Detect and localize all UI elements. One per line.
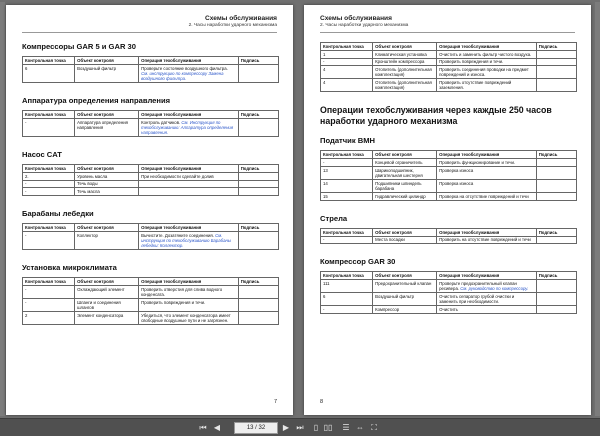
cell-text: 15 xyxy=(323,193,328,199)
column-header: Подпись xyxy=(536,272,576,280)
next-page-icon[interactable]: ▶ xyxy=(282,423,290,432)
table-header-row xyxy=(321,43,577,51)
cell-text: - xyxy=(25,189,27,195)
table-cell xyxy=(536,159,576,167)
table-cell xyxy=(373,50,437,58)
table-cell xyxy=(139,172,239,180)
column-header: Подпись xyxy=(238,224,278,232)
table-row xyxy=(23,118,279,136)
maintenance-table xyxy=(22,110,279,137)
cell-text: Контроль датчиков. xyxy=(141,119,181,125)
column-header: Контрольная точка xyxy=(321,272,373,280)
column-header: Подпись xyxy=(238,111,278,119)
cell-text: 2. xyxy=(25,173,29,179)
viewer-toolbar xyxy=(0,418,600,436)
section-title: Установка микроклимата xyxy=(22,263,117,273)
table-cell xyxy=(23,64,75,82)
table-header-row xyxy=(23,111,279,119)
column-header: Операция техобслуживания xyxy=(139,278,239,286)
table-cell xyxy=(373,159,437,167)
table-cell xyxy=(75,64,139,82)
table-row xyxy=(321,58,577,66)
maintenance-table xyxy=(22,164,279,196)
table-cell xyxy=(437,236,537,244)
maintenance-table xyxy=(22,277,279,325)
table-row xyxy=(23,231,279,249)
table-cell xyxy=(23,118,75,136)
section-title: Насос CAT xyxy=(22,150,62,159)
table-header-row xyxy=(321,151,577,159)
cell-text: Очистить xyxy=(439,306,458,312)
page-number: 8 xyxy=(320,399,324,405)
cell-text: - xyxy=(25,119,27,125)
maintenance-table xyxy=(320,271,577,314)
cell-text: - xyxy=(25,286,27,292)
page-7-content xyxy=(22,42,279,338)
column-header: Объект контроля xyxy=(75,57,139,65)
cell-text: Проверить функционирование и течи. xyxy=(439,159,516,165)
table-header-row xyxy=(321,228,577,236)
section-title: Податчик ВМН xyxy=(320,136,376,146)
table-cell xyxy=(139,188,239,196)
table-cell xyxy=(437,280,537,293)
table-row xyxy=(321,79,577,92)
cell-text: Отопитель (дополнительная комплектация) xyxy=(375,67,432,78)
first-page-icon[interactable]: ⏮ xyxy=(199,423,207,432)
cell-text: Компрессор xyxy=(375,306,400,312)
table-cell xyxy=(75,118,139,136)
table-cell xyxy=(437,66,537,79)
table-cell xyxy=(437,192,537,200)
section-title: Компрессоры GAR 5 и GAR 30 xyxy=(22,42,136,51)
column-header: Объект контроля xyxy=(373,272,437,280)
column-header: Объект контроля xyxy=(373,228,437,236)
table-cell xyxy=(238,285,278,298)
cell-text: Отопитель (дополнительная комплектация) xyxy=(375,80,432,91)
table-cell xyxy=(23,188,75,196)
cell-text: Шланги и соединения шлангов xyxy=(77,299,121,310)
fit-page-icon[interactable]: ⛶ xyxy=(371,423,377,432)
section-title: Компрессор GAR 30 xyxy=(320,257,396,267)
two-page-view-icon[interactable]: ▯▯ xyxy=(323,423,333,432)
left-scrollbar[interactable] xyxy=(0,2,5,416)
table-cell xyxy=(536,293,576,306)
cell-text: Проверить повреждения и течи. xyxy=(439,59,504,65)
table-cell xyxy=(321,79,373,92)
big-section-heading: Операции техобслуживания через каждые 250 часов наработки ударного механизма xyxy=(320,105,552,126)
cell-text: Климатическая установка xyxy=(375,51,427,57)
table-cell xyxy=(373,280,437,293)
table-cell xyxy=(373,192,437,200)
cell-text: Места посадки xyxy=(375,237,405,243)
header-subtitle: 2. Часы наработки ударного механизма xyxy=(320,23,409,28)
table-cell xyxy=(536,58,576,66)
cell-text: - xyxy=(25,299,27,305)
table-cell xyxy=(139,298,239,311)
fit-width-icon[interactable]: ⇔ xyxy=(356,423,364,432)
cell-text: Коллектор xyxy=(77,232,98,238)
cell-text: Течь воды xyxy=(77,181,98,187)
cell-text: Воздушный фильтр xyxy=(375,293,415,299)
header-title: Схемы обслуживания xyxy=(205,15,277,22)
table-cell xyxy=(23,231,75,249)
maintenance-table xyxy=(320,42,577,92)
column-header: Объект контроля xyxy=(75,278,139,286)
table-row xyxy=(321,159,577,167)
table-cell xyxy=(238,311,278,324)
table-cell xyxy=(321,159,373,167)
cell-text: - xyxy=(323,306,325,312)
header-subtitle: 2. Часы наработки ударного механизма xyxy=(188,23,277,28)
table-cell xyxy=(321,58,373,66)
page-header xyxy=(189,15,277,28)
cell-text: Убедиться, что элемент конденсатора имеет свободные воздушные пути и не загрязнен. xyxy=(141,312,231,323)
cell-text: Проверьте состояние воздушного фильтра. xyxy=(141,65,228,71)
table-header-row xyxy=(23,57,279,65)
section-title: Аппаратура определения направления xyxy=(22,96,171,105)
cell-text: 4 xyxy=(323,67,326,73)
table-cell xyxy=(75,172,139,180)
table-cell xyxy=(536,166,576,179)
table-cell xyxy=(75,180,139,188)
cell-text: 4 xyxy=(323,80,326,86)
cell-text: Гидравлический цилиндр xyxy=(375,193,426,199)
table-cell xyxy=(321,293,373,306)
table-row xyxy=(23,311,279,324)
table-cell xyxy=(321,306,373,314)
table-row xyxy=(23,285,279,298)
table-cell xyxy=(373,79,437,92)
cell-text: 111 xyxy=(323,280,330,286)
cell-text: Проверить отверстия для слива водного конденсата. xyxy=(141,286,223,297)
table-row xyxy=(321,66,577,79)
table-cell xyxy=(238,64,278,82)
right-scrollbar[interactable] xyxy=(595,2,600,416)
table-cell xyxy=(373,66,437,79)
table-row xyxy=(23,298,279,311)
cell-text: Элемент конденсатора xyxy=(77,312,124,318)
column-header: Операция техобслуживания xyxy=(139,111,239,119)
column-header: Контрольная точка xyxy=(23,57,75,65)
table-cell xyxy=(75,311,139,324)
table-row xyxy=(321,293,577,306)
table-header-row xyxy=(23,224,279,232)
cell-text: Проверка на отсутствие повреждений и течи xyxy=(439,193,529,199)
column-header: Контрольная точка xyxy=(23,278,75,286)
column-header: Объект контроля xyxy=(75,111,139,119)
cell-text: - xyxy=(323,59,325,65)
maintenance-table xyxy=(22,223,279,250)
cell-text: Проверьте предохранительный клапан ресивера. xyxy=(439,280,517,292)
page-8-content xyxy=(320,42,577,327)
page-indicator-input[interactable]: 13 / 32 xyxy=(234,422,278,434)
manual-link[interactable]: См. Инструкция по техобслуживанию: Аппаратура определения направления. xyxy=(141,119,234,135)
table-cell xyxy=(23,311,75,324)
page-number: 7 xyxy=(273,399,277,405)
table-row xyxy=(321,50,577,58)
column-header: Операция техобслуживания xyxy=(139,57,239,65)
table-cell xyxy=(321,66,373,79)
section-title: Барабаны лебедки xyxy=(22,209,94,219)
cell-text: Предохранительный клапан xyxy=(375,280,432,286)
column-header: Операция техобслуживания xyxy=(437,272,537,280)
table-cell xyxy=(536,306,576,314)
table-row xyxy=(321,192,577,200)
table-cell xyxy=(536,192,576,200)
page-header xyxy=(320,15,408,28)
maintenance-table xyxy=(320,228,577,245)
column-header: Контрольная точка xyxy=(23,165,75,173)
cell-text: Кронштейн компрессора xyxy=(375,59,425,65)
column-header: Контрольная точка xyxy=(321,43,373,51)
column-header: Подпись xyxy=(238,57,278,65)
cell-text: - xyxy=(323,159,325,165)
table-cell xyxy=(536,236,576,244)
last-page-icon[interactable]: ⏭ xyxy=(296,423,304,432)
continuous-view-icon[interactable]: ☰ xyxy=(342,423,350,432)
cell-text: Проверить на отсутствие повреждений и течи xyxy=(439,237,531,243)
table-cell xyxy=(536,66,576,79)
cell-text: Вычистите. Дозатяните соединения. xyxy=(141,232,214,238)
table-cell xyxy=(238,298,278,311)
cell-text: Течь масла xyxy=(77,189,100,195)
page-8 xyxy=(304,5,591,415)
table-cell xyxy=(238,188,278,196)
table-cell xyxy=(321,236,373,244)
single-page-view-icon[interactable]: ▯ xyxy=(313,423,319,432)
table-cell xyxy=(321,166,373,179)
table-row xyxy=(321,179,577,192)
page-7 xyxy=(6,5,293,415)
table-cell xyxy=(437,159,537,167)
column-header: Объект контроля xyxy=(373,43,437,51)
table-cell xyxy=(437,58,537,66)
table-cell xyxy=(23,180,75,188)
column-header: Объект контроля xyxy=(373,151,437,159)
cell-text: 2 xyxy=(25,312,28,318)
column-header: Контрольная точка xyxy=(23,224,75,232)
column-header: Контрольная точка xyxy=(321,151,373,159)
cell-text: Концевой ограничитель xyxy=(375,159,423,165)
table-header-row xyxy=(23,278,279,286)
cell-text: - xyxy=(323,237,325,243)
cell-text: - xyxy=(25,232,27,238)
table-cell xyxy=(536,50,576,58)
maintenance-table xyxy=(22,56,279,83)
table-cell xyxy=(238,231,278,249)
section-title: Стрела xyxy=(320,213,348,223)
table-cell xyxy=(75,298,139,311)
column-header: Объект контроля xyxy=(75,165,139,173)
table-cell xyxy=(321,179,373,192)
cell-text: Очистить и заменить фильтр чистого воздуха. xyxy=(439,51,532,57)
cell-text: Шарикоподшипник, двигательная шестерня xyxy=(375,167,423,178)
column-header: Операция техобслуживания xyxy=(139,224,239,232)
table-cell xyxy=(437,166,537,179)
cell-text: Проверить повреждения и течи. xyxy=(141,299,206,305)
cell-text: Очистить сепаратор грубой очистки и заменить при необходимости. xyxy=(439,293,515,305)
cell-text: Воздушный фильтр xyxy=(77,65,117,71)
column-header: Операция техобслуживания xyxy=(437,43,537,51)
cell-text: 13 xyxy=(323,167,328,173)
table-cell xyxy=(373,58,437,66)
cell-text: Уровень масла xyxy=(77,173,108,179)
column-header: Подпись xyxy=(536,151,576,159)
cell-text: Проверка износа xyxy=(439,167,474,173)
table-cell xyxy=(536,79,576,92)
table-cell xyxy=(75,231,139,249)
table-cell xyxy=(321,280,373,293)
table-cell xyxy=(238,118,278,136)
column-header: Операция техобслуживания xyxy=(139,165,239,173)
table-cell xyxy=(437,306,537,314)
table-cell xyxy=(238,180,278,188)
table-cell xyxy=(23,172,75,180)
cell-text: Подшипники шпиндель барабана xyxy=(375,180,422,191)
header-divider xyxy=(320,32,575,33)
column-header: Подпись xyxy=(238,165,278,173)
table-cell xyxy=(23,298,75,311)
table-cell xyxy=(139,285,239,298)
manual-link[interactable]: См. руководство по компрессору. xyxy=(460,286,529,292)
table-header-row xyxy=(23,165,279,173)
table-cell xyxy=(23,285,75,298)
table-row xyxy=(23,172,279,180)
column-header: Операция техобслуживания xyxy=(437,228,537,236)
column-header: Подпись xyxy=(536,228,576,236)
table-cell xyxy=(321,192,373,200)
cell-text: 14 xyxy=(323,180,328,186)
table-cell xyxy=(437,179,537,192)
manual-link[interactable]: См. инструкцию по компрессору Замена воздушного фильтра. xyxy=(141,70,224,81)
table-cell xyxy=(373,179,437,192)
table-cell xyxy=(536,280,576,293)
table-cell xyxy=(139,180,239,188)
column-header: Подпись xyxy=(238,278,278,286)
header-divider xyxy=(22,32,277,33)
table-cell xyxy=(536,179,576,192)
table-row xyxy=(321,306,577,314)
cell-text: Проверка износа xyxy=(439,180,474,186)
table-cell xyxy=(373,166,437,179)
table-cell xyxy=(139,64,239,82)
cell-text: Проверить соединения проводки на предмет повреждений и износа. xyxy=(439,67,529,78)
column-header: Объект контроля xyxy=(75,224,139,232)
table-cell xyxy=(75,285,139,298)
table-cell xyxy=(321,50,373,58)
cell-text: Аппаратура определения направления xyxy=(77,119,128,130)
cell-text: При необходимости сделайте долив xyxy=(141,173,214,179)
cell-text: 6 xyxy=(323,293,326,299)
table-cell xyxy=(75,188,139,196)
table-row xyxy=(321,280,577,293)
column-header: Операция техобслуживания xyxy=(437,151,537,159)
table-row xyxy=(321,166,577,179)
table-header-row xyxy=(321,272,577,280)
column-header: Подпись xyxy=(536,43,576,51)
table-row xyxy=(321,236,577,244)
table-row xyxy=(23,188,279,196)
table-cell xyxy=(373,306,437,314)
table-cell xyxy=(437,79,537,92)
previous-page-icon[interactable]: ◀ xyxy=(213,423,221,432)
cell-text: 6 xyxy=(25,65,28,71)
table-cell xyxy=(437,293,537,306)
table-cell xyxy=(139,118,239,136)
table-cell xyxy=(373,236,437,244)
column-header: Контрольная точка xyxy=(321,228,373,236)
table-cell xyxy=(373,293,437,306)
column-header: Контрольная точка xyxy=(23,111,75,119)
table-cell xyxy=(139,311,239,324)
table-row xyxy=(23,64,279,82)
table-cell xyxy=(437,50,537,58)
cell-text: Охлаждающий элемент xyxy=(77,286,125,292)
manual-link[interactable]: См. инструкция по техобслуживанию Барабаны лебедки: Коллектор. xyxy=(141,232,232,249)
table-row xyxy=(23,180,279,188)
cell-text: Проверить отсутствие повреждений заземления. xyxy=(439,80,512,91)
table-cell xyxy=(139,231,239,249)
cell-text: - xyxy=(25,181,27,187)
cell-text: 1 xyxy=(323,51,326,57)
maintenance-table xyxy=(320,150,577,200)
table-cell xyxy=(238,172,278,180)
header-title: Схемы обслуживания xyxy=(320,15,392,22)
